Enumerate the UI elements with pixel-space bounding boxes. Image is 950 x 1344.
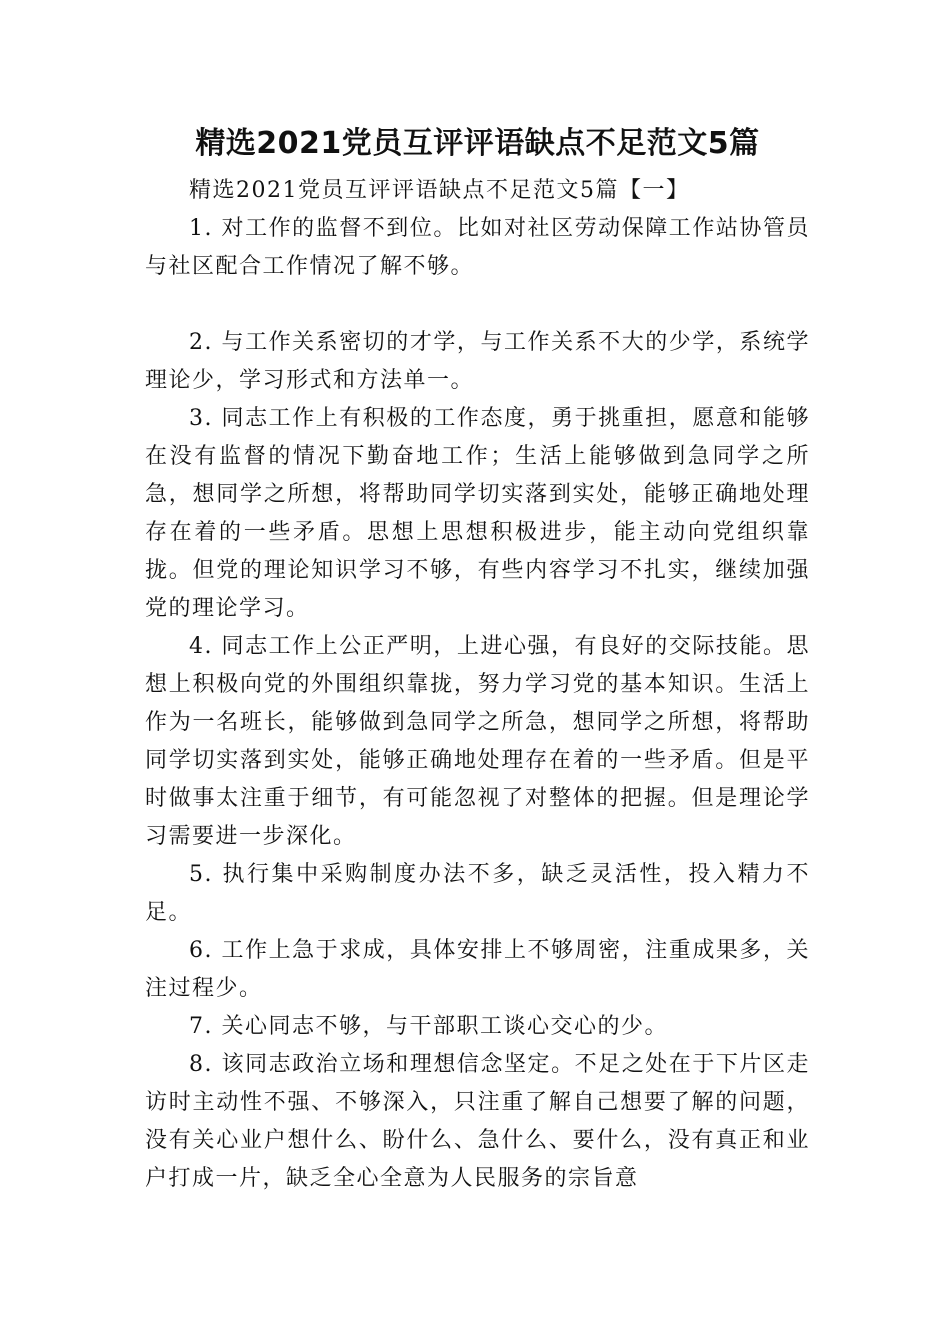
paragraph-5: 5. 执行集中采购制度办法不多，缺乏灵活性，投入精力不足。 [145,862,810,925]
paragraph-2: 2. 与工作关系密切的才学，与工作关系不大的少学，系统学理论少，学习形式和方法单一。 [145,330,810,393]
document-page [145,118,810,1198]
document-title: 精选2021党员互评评语缺点不足范文5篇 [195,126,760,161]
paragraph-3: 3. 同志工作上有积极的工作态度，勇于挑重担，愿意和能够在没有监督的情况下勤奋地工作；生活上能够做到急同学之所急，想同学之所想，将帮助同学切实落到实处，能够正确地处理存在着的一些矛盾。思想上思想积极进步，能主动向党组织靠拢。但党的理论知识学习不够，有些内容学习不扎实，继续加强党的理论学习。 [145,406,810,621]
paragraph-4: 4. 同志工作上公正严明，上进心强，有良好的交际技能。思想上积极向党的外围组织靠拢，努力学习党的基本知识。生活上作为一名班长，能够做到急同学之所急，想同学之所想，将帮助同学切实落到实处，能够正确地处理存在着的一些矛盾。但是平时做事太注重于细节，有可能忽视了对整体的把握。但是理论学习需要进一步深化。 [145,634,810,849]
paragraph-8: 8. 该同志政治立场和理想信念坚定。不足之处在于下片区走访时主动性不强、不够深入，只注重了解自己想要了解的问题，没有关心业户想什么、盼什么、急什么、要什么，没有真正和业户打成一片，缺乏全心全意为人民服务的宗旨意 [145,1052,810,1191]
paragraph-7: 7. 关心同志不够，与干部职工谈心交心的少。 [189,1014,668,1039]
paragraph-6: 6. 工作上急于求成，具体安排上不够周密，注重成果多，关注过程少。 [145,938,810,1001]
document-body [145,172,810,1198]
paragraph-1: 1. 对工作的监督不到位。比如对社区劳动保障工作站协管员与社区配合工作情况了解不够。 [145,216,810,279]
section-heading: 精选2021党员互评评语缺点不足范文5篇【一】 [189,178,690,203]
